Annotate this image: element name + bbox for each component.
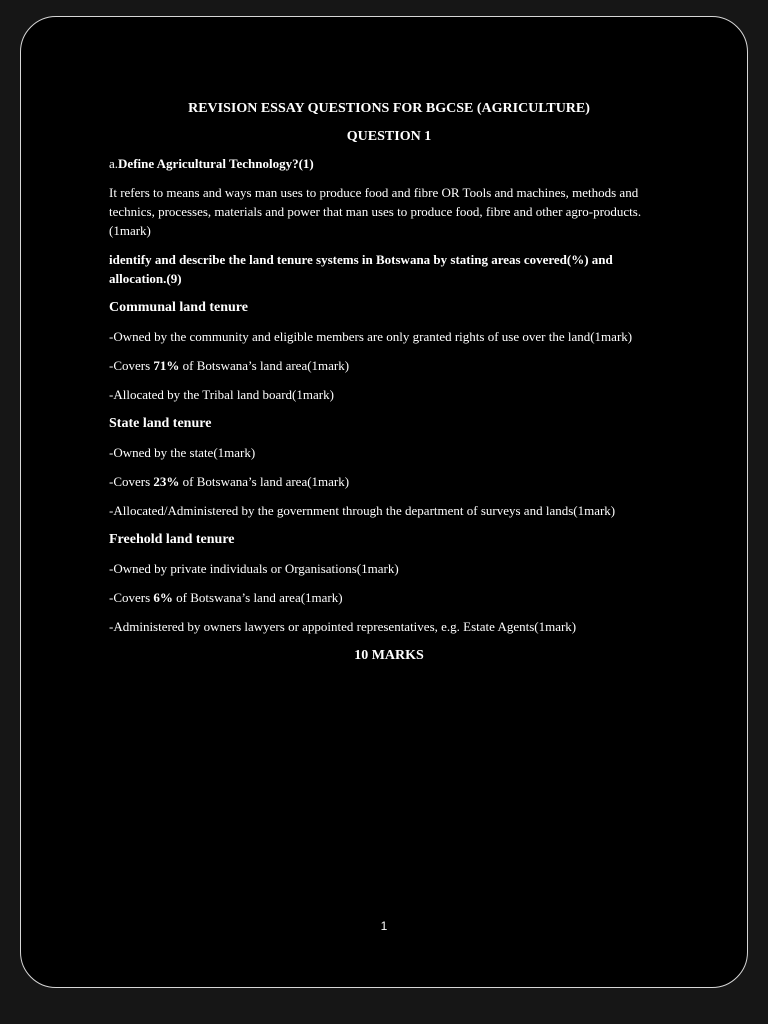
freehold-covers-suffix: of Botswana’s land area(1mark) xyxy=(172,590,343,605)
document-body xyxy=(109,99,669,665)
question-a-answer: It refers to means and ways man uses to produce food and fibre OR Tools and machines, methods and technics, processes, materials and power that man uses to produce food, fibre and other agro-products.(1mark) xyxy=(109,185,642,238)
communal-covers-percent: 71% xyxy=(153,358,180,373)
question-a xyxy=(109,154,669,173)
question-b: identify and describe the land tenure systems in Botswana by stating areas covered(%) and allocation.(9) xyxy=(109,252,613,286)
page-number: 1 xyxy=(380,919,388,933)
state-covers-prefix: -Covers xyxy=(109,474,154,489)
section-heading-communal: Communal land tenure xyxy=(109,300,248,315)
section-heading-freehold: Freehold land tenure xyxy=(109,532,235,547)
question-a-text: Define Agricultural Technology?(1) xyxy=(118,156,314,171)
communal-covers xyxy=(109,356,669,375)
document-page xyxy=(20,16,748,988)
freehold-allocated: -Administered by owners lawyers or appointed representatives, e.g. Estate Agents(1mark) xyxy=(109,619,577,634)
state-covers xyxy=(109,472,669,491)
communal-owned: -Owned by the community and eligible members are only granted rights of use over the land(1mark) xyxy=(109,329,633,344)
communal-covers-suffix: of Botswana’s land area(1mark) xyxy=(179,358,350,373)
freehold-covers-prefix: -Covers xyxy=(109,590,154,605)
state-owned: -Owned by the state(1mark) xyxy=(109,445,256,460)
state-covers-percent: 23% xyxy=(153,474,180,489)
state-allocated: -Allocated/Administered by the government through the department of surveys and lands(1mark) xyxy=(109,503,616,518)
communal-allocated: -Allocated by the Tribal land board(1mark) xyxy=(109,387,334,402)
document-title: REVISION ESSAY QUESTIONS FOR BGCSE (AGRICULTURE) xyxy=(188,101,590,116)
freehold-covers-percent: 6% xyxy=(153,590,173,605)
state-covers-suffix: of Botswana’s land area(1mark) xyxy=(179,474,350,489)
freehold-covers xyxy=(109,588,669,607)
section-heading-state: State land tenure xyxy=(109,416,212,431)
total-marks: 10 MARKS xyxy=(354,648,424,663)
freehold-owned: -Owned by private individuals or Organisations(1mark) xyxy=(109,561,399,576)
question-a-prefix: a. xyxy=(109,156,119,171)
question-title: QUESTION 1 xyxy=(346,129,432,144)
communal-covers-prefix: -Covers xyxy=(109,358,154,373)
